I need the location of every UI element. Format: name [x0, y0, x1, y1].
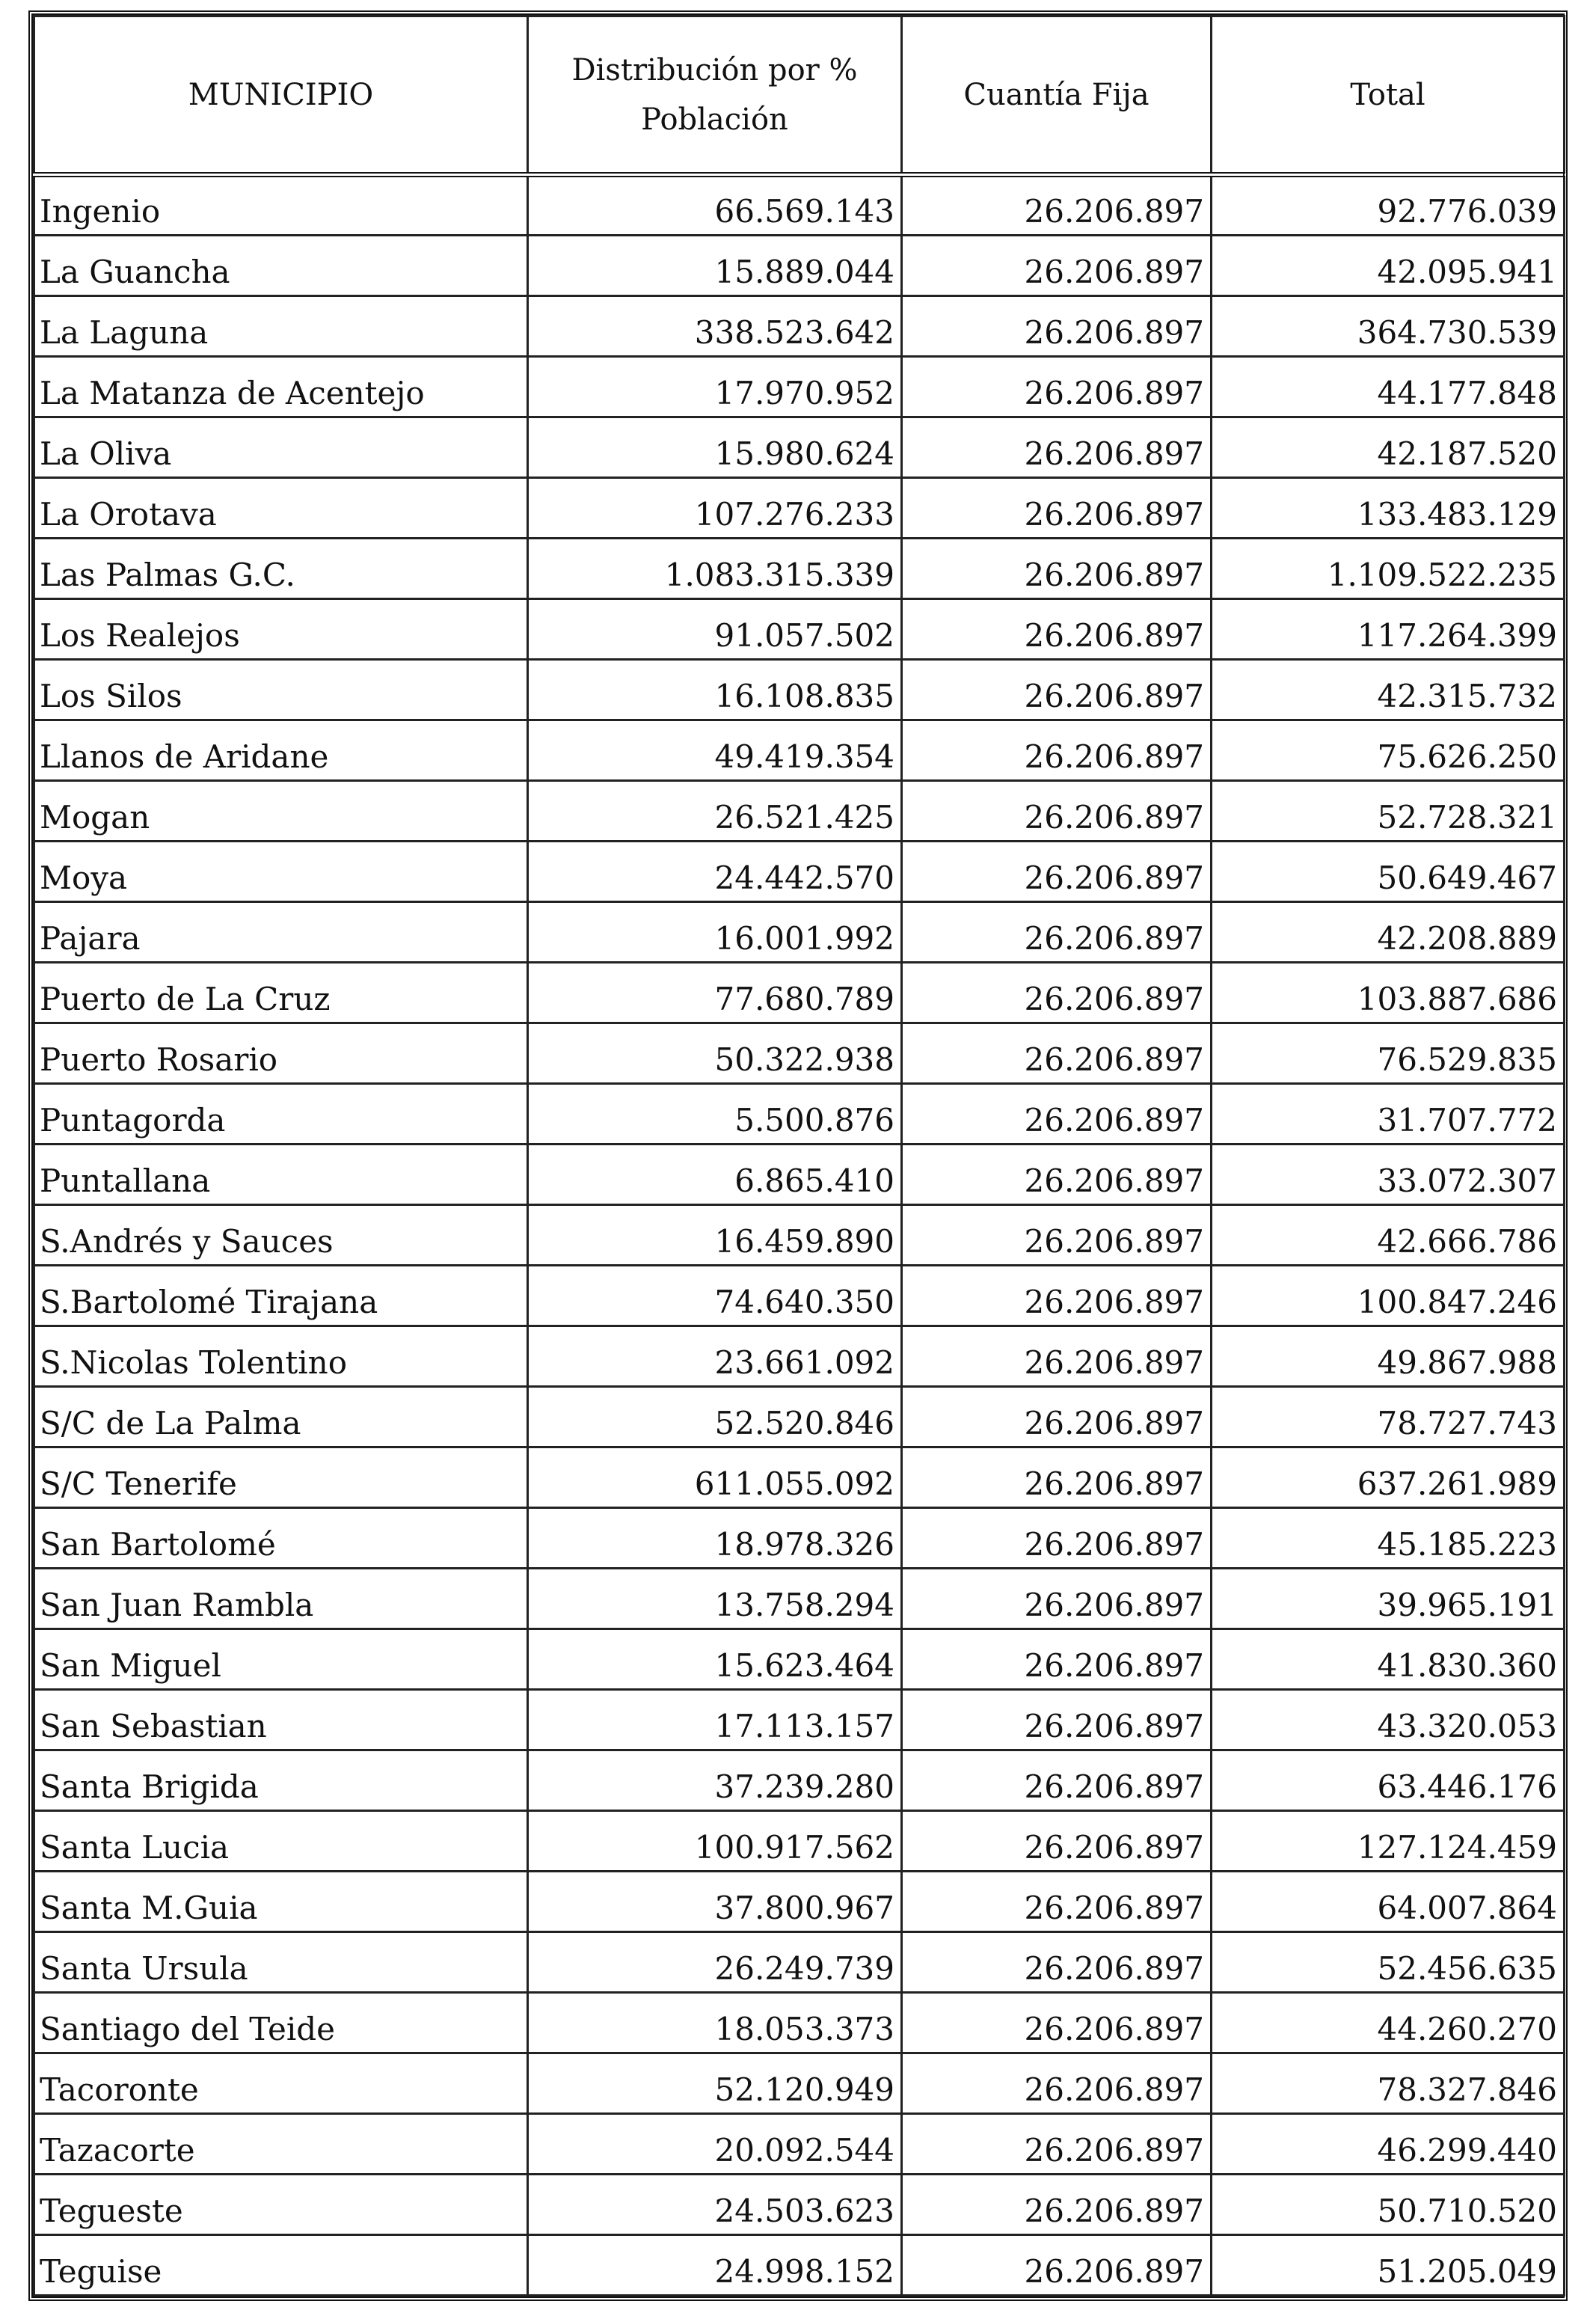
cell-cuantia-fija: 26.206.897: [902, 1872, 1212, 1932]
cell-cuantia-fija: 26.206.897: [902, 539, 1212, 599]
table-row: [34, 2235, 1565, 2296]
cell-total: 46.299.440: [1212, 2114, 1565, 2175]
cell-distribucion: 13.758.294: [528, 1569, 902, 1629]
cell-total: 52.728.321: [1212, 781, 1565, 842]
cell-municipio: Puerto de La Cruz: [34, 963, 528, 1023]
cell-cuantia-fija: 26.206.897: [902, 1993, 1212, 2053]
header-row: [34, 16, 1565, 175]
cell-distribucion: 37.800.967: [528, 1872, 902, 1932]
cell-municipio: Santa M.Guia: [34, 1872, 528, 1932]
header-total-label: Total: [1350, 77, 1425, 112]
cell-total: 44.177.848: [1212, 357, 1565, 417]
cell-municipio: S.Bartolomé Tirajana: [34, 1266, 528, 1326]
cell-total: 39.965.191: [1212, 1569, 1565, 1629]
cell-cuantia-fija: 26.206.897: [902, 1266, 1212, 1326]
cell-total: 1.109.522.235: [1212, 539, 1565, 599]
cell-distribucion: 16.001.992: [528, 902, 902, 963]
table-row: [34, 720, 1565, 781]
table-body: [34, 175, 1565, 2296]
cell-distribucion: 50.322.938: [528, 1023, 902, 1084]
cell-total: 42.095.941: [1212, 236, 1565, 296]
cell-total: 44.260.270: [1212, 1993, 1565, 2053]
cell-cuantia-fija: 26.206.897: [902, 1447, 1212, 1508]
cell-total: 100.847.246: [1212, 1266, 1565, 1326]
cell-cuantia-fija: 26.206.897: [902, 175, 1212, 236]
table-row: [34, 1084, 1565, 1145]
table-frame: [28, 10, 1568, 2301]
header-municipio-label: MUNICIPIO: [188, 77, 374, 112]
cell-total: 42.315.732: [1212, 660, 1565, 720]
cell-municipio: Los Realejos: [34, 599, 528, 660]
cell-cuantia-fija: 26.206.897: [902, 357, 1212, 417]
table-row: [34, 902, 1565, 963]
cell-distribucion: 49.419.354: [528, 720, 902, 781]
cell-total: 50.710.520: [1212, 2175, 1565, 2235]
cell-municipio: La Oliva: [34, 417, 528, 478]
table-row: [34, 1993, 1565, 2053]
cell-total: 637.261.989: [1212, 1447, 1565, 1508]
cell-cuantia-fija: 26.206.897: [902, 1508, 1212, 1569]
cell-total: 41.830.360: [1212, 1629, 1565, 1690]
cell-cuantia-fija: 26.206.897: [902, 720, 1212, 781]
cell-cuantia-fija: 26.206.897: [902, 1932, 1212, 1993]
cell-municipio: Pajara: [34, 902, 528, 963]
table-row: [34, 1145, 1565, 1205]
cell-cuantia-fija: 26.206.897: [902, 1387, 1212, 1447]
cell-total: 43.320.053: [1212, 1690, 1565, 1750]
cell-cuantia-fija: 26.206.897: [902, 2053, 1212, 2114]
table-row: [34, 236, 1565, 296]
cell-distribucion: 338.523.642: [528, 296, 902, 357]
cell-municipio: Teguise: [34, 2235, 528, 2296]
cell-total: 45.185.223: [1212, 1508, 1565, 1569]
table-row: [34, 842, 1565, 902]
table-row: [34, 1326, 1565, 1387]
cell-total: 127.124.459: [1212, 1811, 1565, 1872]
cell-cuantia-fija: 26.206.897: [902, 1811, 1212, 1872]
cell-cuantia-fija: 26.206.897: [902, 2175, 1212, 2235]
table-row: [34, 1629, 1565, 1690]
cell-municipio: La Laguna: [34, 296, 528, 357]
cell-municipio: S/C de La Palma: [34, 1387, 528, 1447]
cell-municipio: Puerto Rosario: [34, 1023, 528, 1084]
cell-total: 31.707.772: [1212, 1084, 1565, 1145]
header-distribucion-line2: Población: [641, 102, 788, 137]
cell-municipio: Santa Ursula: [34, 1932, 528, 1993]
table-row: [34, 478, 1565, 539]
cell-cuantia-fija: 26.206.897: [902, 1084, 1212, 1145]
cell-cuantia-fija: 26.206.897: [902, 417, 1212, 478]
cell-cuantia-fija: 26.206.897: [902, 1629, 1212, 1690]
cell-cuantia-fija: 26.206.897: [902, 2235, 1212, 2296]
cell-cuantia-fija: 26.206.897: [902, 599, 1212, 660]
cell-distribucion: 23.661.092: [528, 1326, 902, 1387]
cell-cuantia-fija: 26.206.897: [902, 1023, 1212, 1084]
cell-cuantia-fija: 26.206.897: [902, 2114, 1212, 2175]
cell-total: 51.205.049: [1212, 2235, 1565, 2296]
cell-municipio: S.Andrés y Sauces: [34, 1205, 528, 1266]
table-row: [34, 175, 1565, 236]
cell-distribucion: 52.520.846: [528, 1387, 902, 1447]
cell-cuantia-fija: 26.206.897: [902, 842, 1212, 902]
header-cuantia-label: Cuantía Fija: [963, 77, 1150, 112]
cell-municipio: Puntagorda: [34, 1084, 528, 1145]
cell-distribucion: 15.623.464: [528, 1629, 902, 1690]
cell-distribucion: 15.980.624: [528, 417, 902, 478]
cell-cuantia-fija: 26.206.897: [902, 1690, 1212, 1750]
table-row: [34, 2114, 1565, 2175]
cell-total: 42.187.520: [1212, 417, 1565, 478]
cell-total: 133.483.129: [1212, 478, 1565, 539]
cell-total: 75.626.250: [1212, 720, 1565, 781]
cell-distribucion: 74.640.350: [528, 1266, 902, 1326]
table-row: [34, 296, 1565, 357]
table-row: [34, 660, 1565, 720]
cell-distribucion: 24.503.623: [528, 2175, 902, 2235]
cell-distribucion: 6.865.410: [528, 1145, 902, 1205]
cell-total: 63.446.176: [1212, 1750, 1565, 1811]
cell-total: 76.529.835: [1212, 1023, 1565, 1084]
table-row: [34, 1811, 1565, 1872]
cell-total: 42.208.889: [1212, 902, 1565, 963]
cell-municipio: Las Palmas G.C.: [34, 539, 528, 599]
cell-total: 49.867.988: [1212, 1326, 1565, 1387]
cell-distribucion: 100.917.562: [528, 1811, 902, 1872]
cell-municipio: San Miguel: [34, 1629, 528, 1690]
cell-distribucion: 17.113.157: [528, 1690, 902, 1750]
cell-total: 78.327.846: [1212, 2053, 1565, 2114]
cell-municipio: San Sebastian: [34, 1690, 528, 1750]
cell-total: 92.776.039: [1212, 175, 1565, 236]
cell-cuantia-fija: 26.206.897: [902, 236, 1212, 296]
cell-distribucion: 91.057.502: [528, 599, 902, 660]
table-row: [34, 781, 1565, 842]
cell-municipio: San Juan Rambla: [34, 1569, 528, 1629]
header-distribucion: [528, 16, 902, 175]
cell-cuantia-fija: 26.206.897: [902, 781, 1212, 842]
cell-cuantia-fija: 26.206.897: [902, 1205, 1212, 1266]
cell-distribucion: 16.108.835: [528, 660, 902, 720]
cell-distribucion: 26.249.739: [528, 1932, 902, 1993]
cell-municipio: Tazacorte: [34, 2114, 528, 2175]
cell-municipio: Llanos de Aridane: [34, 720, 528, 781]
cell-total: 364.730.539: [1212, 296, 1565, 357]
cell-total: 78.727.743: [1212, 1387, 1565, 1447]
cell-distribucion: 37.239.280: [528, 1750, 902, 1811]
header-municipio: [34, 16, 528, 175]
cell-total: 42.666.786: [1212, 1205, 1565, 1266]
cell-distribucion: 18.053.373: [528, 1993, 902, 2053]
cell-cuantia-fija: 26.206.897: [902, 1750, 1212, 1811]
header-cuantia-fija: [902, 16, 1212, 175]
cell-municipio: Tacoronte: [34, 2053, 528, 2114]
cell-total: 64.007.864: [1212, 1872, 1565, 1932]
header-distribucion-line1: Distribución por %: [571, 52, 858, 88]
cell-municipio: Santa Lucia: [34, 1811, 528, 1872]
cell-total: 50.649.467: [1212, 842, 1565, 902]
table-row: [34, 963, 1565, 1023]
table-row: [34, 2053, 1565, 2114]
cell-cuantia-fija: 26.206.897: [902, 660, 1212, 720]
cell-municipio: Mogan: [34, 781, 528, 842]
cell-municipio: La Orotava: [34, 478, 528, 539]
header-total: [1212, 16, 1565, 175]
table-row: [34, 1569, 1565, 1629]
cell-total: 52.456.635: [1212, 1932, 1565, 1993]
cell-distribucion: 1.083.315.339: [528, 539, 902, 599]
cell-municipio: Ingenio: [34, 175, 528, 236]
cell-municipio: S/C Tenerife: [34, 1447, 528, 1508]
table-row: [34, 599, 1565, 660]
table-row: [34, 1266, 1565, 1326]
cell-cuantia-fija: 26.206.897: [902, 1145, 1212, 1205]
cell-distribucion: 77.680.789: [528, 963, 902, 1023]
cell-cuantia-fija: 26.206.897: [902, 478, 1212, 539]
table-row: [34, 357, 1565, 417]
table-row: [34, 1205, 1565, 1266]
cell-distribucion: 16.459.890: [528, 1205, 902, 1266]
table-row: [34, 417, 1565, 478]
table-row: [34, 1690, 1565, 1750]
cell-distribucion: 20.092.544: [528, 2114, 902, 2175]
cell-cuantia-fija: 26.206.897: [902, 963, 1212, 1023]
cell-municipio: San Bartolomé: [34, 1508, 528, 1569]
cell-municipio: La Guancha: [34, 236, 528, 296]
cell-distribucion: 24.442.570: [528, 842, 902, 902]
table-row: [34, 1447, 1565, 1508]
cell-municipio: Santiago del Teide: [34, 1993, 528, 2053]
cell-distribucion: 24.998.152: [528, 2235, 902, 2296]
cell-distribucion: 26.521.425: [528, 781, 902, 842]
cell-distribucion: 17.970.952: [528, 357, 902, 417]
cell-municipio: Los Silos: [34, 660, 528, 720]
cell-distribucion: 611.055.092: [528, 1447, 902, 1508]
cell-total: 117.264.399: [1212, 599, 1565, 660]
table-row: [34, 1750, 1565, 1811]
cell-cuantia-fija: 26.206.897: [902, 902, 1212, 963]
cell-total: 33.072.307: [1212, 1145, 1565, 1205]
cell-distribucion: 52.120.949: [528, 2053, 902, 2114]
cell-distribucion: 15.889.044: [528, 236, 902, 296]
cell-total: 103.887.686: [1212, 963, 1565, 1023]
table-row: [34, 1872, 1565, 1932]
table-row: [34, 1387, 1565, 1447]
cell-distribucion: 66.569.143: [528, 175, 902, 236]
cell-cuantia-fija: 26.206.897: [902, 296, 1212, 357]
municipio-distribution-table: [33, 15, 1565, 2297]
cell-distribucion: 5.500.876: [528, 1084, 902, 1145]
cell-distribucion: 18.978.326: [528, 1508, 902, 1569]
cell-municipio: Puntallana: [34, 1145, 528, 1205]
cell-municipio: S.Nicolas Tolentino: [34, 1326, 528, 1387]
cell-municipio: La Matanza de Acentejo: [34, 357, 528, 417]
cell-municipio: Santa Brigida: [34, 1750, 528, 1811]
table-row: [34, 539, 1565, 599]
cell-distribucion: 107.276.233: [528, 478, 902, 539]
table-row: [34, 1508, 1565, 1569]
cell-cuantia-fija: 26.206.897: [902, 1569, 1212, 1629]
table-row: [34, 1023, 1565, 1084]
cell-municipio: Tegueste: [34, 2175, 528, 2235]
cell-cuantia-fija: 26.206.897: [902, 1326, 1212, 1387]
table-row: [34, 2175, 1565, 2235]
cell-municipio: Moya: [34, 842, 528, 902]
table-row: [34, 1932, 1565, 1993]
